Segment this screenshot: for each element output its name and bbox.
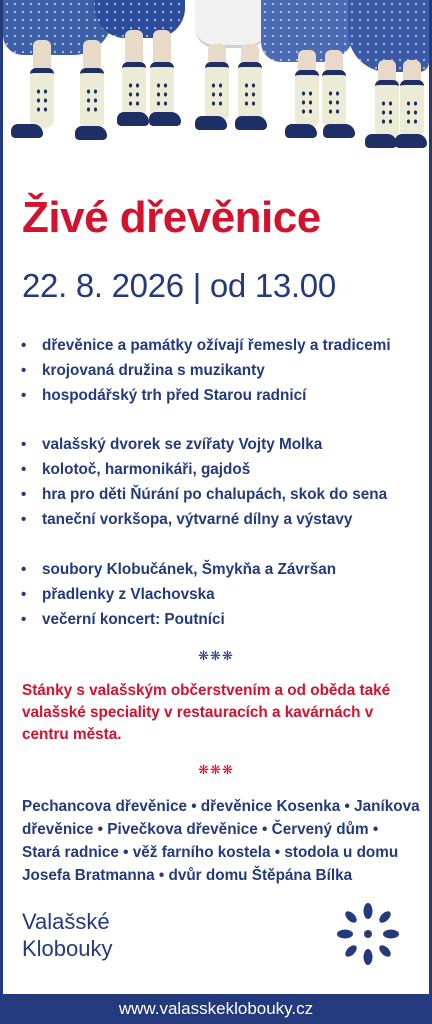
separator-ornament-icon: ❋❋❋: [198, 762, 234, 777]
list-item: • přadlenky z Vlachovska: [20, 582, 336, 607]
flower-ornament-icon: [336, 902, 400, 966]
sock: [400, 80, 424, 138]
list-item: • kolotoč, harmonikáři, gajdoš: [20, 457, 387, 482]
shoe: [285, 124, 317, 138]
shoe: [195, 116, 227, 130]
refreshments-note: Stánky s valašským občerstvením a od oběda také valašské speciality v restauracích a kavárnách v centru města.: [22, 682, 391, 743]
program-list-2: [20, 432, 387, 532]
separator-ornament-icon: ❋❋❋: [198, 648, 234, 663]
event-title: Živé dřevěnice: [22, 193, 321, 242]
shoe: [235, 116, 267, 130]
sock: [150, 62, 174, 117]
logo-line-2: Klobouky: [22, 936, 113, 961]
shoe: [75, 126, 107, 140]
website-link[interactable]: www.valasskeklobouky.cz: [0, 994, 432, 1024]
sock: [295, 70, 319, 128]
list-item: • hospodářský trh před Starou radnicí: [20, 383, 391, 408]
sock: [375, 80, 399, 138]
sock: [322, 70, 346, 128]
list-item: • večerní koncert: Poutníci: [20, 607, 336, 632]
shoe: [395, 134, 427, 148]
sock: [122, 62, 146, 117]
shoe: [11, 124, 43, 138]
places-list: Pechancova dřevěnice • dřevěnice Kosenka • Janíkova dřevěnice • Pivečkova dřevěnice • Červený dům • Stará radnice • věž farního kostela • stodola u domu Josefa Bratmanna • dvůr domu Štěpána Bílka: [22, 798, 420, 884]
shoe: [323, 124, 355, 138]
shoe: [149, 112, 181, 126]
header-photo: [3, 0, 429, 155]
sock: [80, 68, 104, 130]
sock: [238, 62, 262, 122]
list-item: • hra pro děti Ňúrání po chalupách, skok do sena: [20, 482, 387, 507]
sock: [205, 62, 229, 122]
town-logo: [22, 908, 113, 962]
event-date: 22. 8. 2026 | od 13.00: [22, 267, 336, 304]
list-item: • dřevěnice a památky ožívají řemesly a tradicemi: [20, 333, 391, 358]
skirt: [195, 0, 267, 48]
program-list-3: [20, 557, 336, 632]
logo-line-1: Valašské: [22, 909, 110, 934]
list-item: • soubory Klobučánek, Šmykňa a Závršan: [20, 557, 336, 582]
program-list-1: [20, 333, 391, 408]
shoe: [365, 134, 397, 148]
shoe: [117, 112, 149, 126]
list-item: • krojovaná družina s muzikanty: [20, 358, 391, 383]
sock: [30, 68, 54, 128]
list-item: • valašský dvorek se zvířaty Vojty Molka: [20, 432, 387, 457]
list-item: • taneční vorkšopa, výtvarné dílny a výstavy: [20, 507, 387, 532]
